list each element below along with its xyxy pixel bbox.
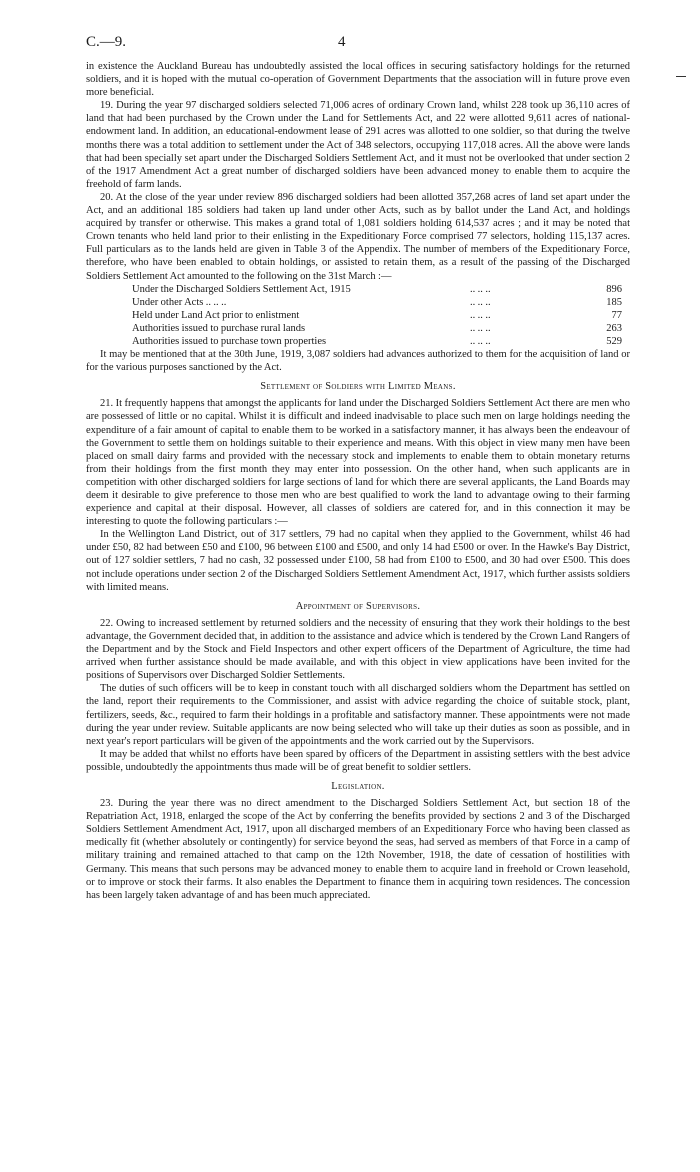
schedule-label: Authorities issued to purchase town properties: [132, 335, 327, 347]
schedule-row: [132, 296, 622, 309]
section-heading-legislation: Legislation.: [331, 780, 385, 792]
schedule-label: Under the Discharged Soldiers Settlement Act, 1915: [132, 283, 351, 295]
schedule-row: [132, 309, 622, 322]
schedule-leader: .. .. ..: [470, 283, 491, 295]
schedule-row: [132, 335, 622, 348]
paragraph-23: 23. During the year there was no direct amendment to the Discharged Soldiers Settlement Act, but section 18 of the Repatriation Act, 1918, enlarged the scope of the Act by conferring the benefits provided by sections 2 and 3 of the Discharged Soldiers Settlement Amendment Act, 1917, upon all discharged members of an Expeditionary Force who having been classed as medically fit (whether absolutely or contingently) for service beyond the seas, had served as members of that Force in a camp of military training and remained attached to that camp on the 12th November, 1918, the date of cessation of hostilities with Germany. This means that such persons may be advanced money to enable them to acquire land in freehold or Crown leasehold, or to improve or stock their farms. It also enables the Department to finance them in acquiring town residences. The concession has been largely taken advantage of and has been much appreciated.: [86, 798, 630, 901]
schedule-value: 896: [606, 283, 622, 295]
schedule-leader: .. .. ..: [470, 335, 491, 347]
paragraph-21-particulars: In the Wellington Land District, out of 317 settlers, 79 had no capital when they applied to the Government, whilst 46 had under £50, 82 had between £50 and £100, 96 between £100 and £500, and only 14 had £500 or over. In the Hawke's Bay District, out of 127 soldier settlers, 7 had no cash, 32 possessed under £100, 58 had from £100 to £500, and 30 had over £500. This does not include operations under section 2 of the Discharged Soldiers Settlement Amendment Act, 1917, which further assists soldiers with limited means.: [86, 529, 630, 593]
page-header: [86, 34, 646, 54]
schedule-leader: .. .. ..: [470, 296, 491, 308]
margin-mark: [676, 76, 686, 77]
schedule-value: 263: [606, 322, 622, 334]
schedule-value: 77: [611, 309, 622, 321]
paragraph-21: 21. It frequently happens that amongst the applicants for land under the Discharged Soldiers Settlement Act there are men who are possessed of little or no capital. Whilst it is difficult and indeed inadvisable to place such men on large holdings needing the expenditure of a fair amount of capital to enable them to be worked in a satisfactory manner, it has always been the endeavour of the Government to settle them on holdings suitable to their experience and means. With this object in view many men have been placed on small dairy farms and provided with the necessary stock and implements to enable them to obtain monetary returns from their holdings from the first month they may enter into possession. On the other hand, when such applicants are in competition with other discharged soldiers for large sections of land for which there are several applicants, the Land Boards may deem it desirable to give preference to those men who are best qualified to work the land to advantage owing to their farming experience and capital at their disposal. However, all classes of soldiers are catered for, and in this connection it may be interesting to quote the following particulars :—: [86, 398, 630, 528]
schedule-row: [132, 283, 622, 296]
section-heading-limited-means: Settlement of Soldiers with Limited Means.: [260, 381, 456, 393]
schedule-label: Held under Land Act prior to enlistment: [132, 309, 300, 321]
holdings-schedule: [132, 283, 622, 348]
page-number: 4: [338, 34, 346, 50]
schedule-label: Under other Acts .. .. ..: [132, 296, 227, 308]
schedule-row: [132, 322, 622, 335]
schedule-value: 529: [606, 335, 622, 347]
paragraph-22: 22. Owing to increased settlement by returned soldiers and the necessity of ensuring that they work their holdings to the best advantage, the Government decided that, in addition to the assistance and advice which is tendered by the Crown Land Rangers of the Department and by the Stock and Field Inspectors and other expert officers of the Department of Agriculture, the time had arrived when further assistance should be made available, and with this object in view applications have been invited for the positions of Supervisors over Discharged Soldier Settlements.: [86, 617, 630, 682]
paragraph-22-closing: It may be added that whilst no efforts have been spared by officers of the Department in assisting settlers with the best advice possible, undoubtedly the appointments thus made will be of great benefit to soldier settlers.: [86, 748, 630, 773]
paragraph-intro: in existence the Auckland Bureau has undoubtedly assisted the local offices in securing satisfactory holdings for the returned soldiers, and it is hoped with the mutual co-operation of Government Departments that the association will in future prove even more beneficial.: [86, 61, 630, 99]
schedule-value: 185: [606, 296, 622, 308]
paragraph-20: 20. At the close of the year under review 896 discharged soldiers had been allotted 357,268 acres of land set apart under the Act, and an additional 185 soldiers had taken up land under other Acts, such as by ballot under the Land Act, and holdings acquired by transfer or otherwise. This makes a grand total of 1,081 soldiers holding 614,537 acres ; and it may be noted that Crown tenants who held land prior to their enlisting in the Expeditionary Force comprised 77 selectors, holding 115,137 acres. Full particulars as to the lands held are given in Table 3 of the Appendix. The number of members of the Expeditionary Force, therefore, who have been enabled to obtain holdings, or assisted to retain them, as a result of the passing of the Discharged Soldiers Settlement Act amounted to the following on the 31st March :—: [86, 191, 630, 282]
section-heading-supervisors: Appointment of Supervisors.: [295, 600, 421, 612]
schedule-leader: .. .. ..: [470, 322, 491, 334]
document-reference: C.—9.: [86, 34, 127, 50]
paragraph-20-note: It may be mentioned that at the 30th June, 1919, 3,087 soldiers had advances authorized to them for the acquisition of land or for the various purposes sanctioned by the Act.: [86, 349, 630, 374]
document-body: [86, 60, 630, 902]
paragraph-22-duties: The duties of such officers will be to keep in constant touch with all discharged soldiers whom the Department has settled on the land, report their requirements to the Commissioner, and assist with advice regarding the choice of suitable stock, plant, fertilizers, seeds, &c., required to farm their holdings in a profitable and satisfactory manner. These appointments were not made during the year under review. Suitable applicants are now being selected who will take up their duties as soon as possible, and in next year's report particulars will be given of the appointments and the work carried out by the Supervisors.: [86, 683, 630, 747]
schedule-leader: .. .. ..: [470, 309, 491, 321]
schedule-label: Authorities issued to purchase rural lands: [132, 322, 306, 334]
paragraph-19: 19. During the year 97 discharged soldiers selected 71,006 acres of ordinary Crown land, whilst 228 took up 36,110 acres of land that had been purchased by the Crown under the Land for Settlements Act, and 22 were allotted 9,611 acres of national-endowment land. In addition, an educational-endowment lease of 291 acres was allotted to one soldier, so that during the twelve months there was a total addition to settlement under the Act of 348 selectors, occupying 117,018 acres. All the above were lands that had been specially set apart under the Discharged Soldiers Settlement Act, and it must not be overlooked that under section 2 of the 1917 Amendment Act a great number of discharged soldiers have been advanced money to enable them to acquire the freehold of farm lands.: [86, 100, 630, 190]
